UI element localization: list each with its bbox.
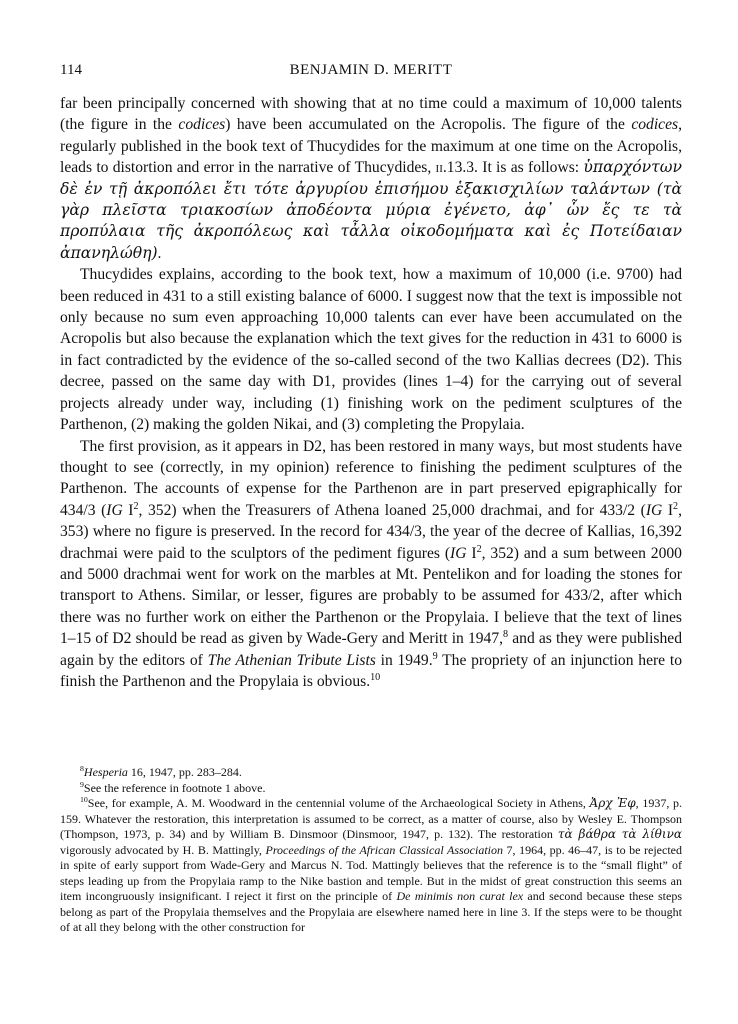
ig-citation: IG — [450, 544, 467, 562]
text-run: I — [662, 501, 674, 519]
text-run: I — [122, 501, 134, 519]
text-run: , 1937, p. 159. Whatever the restoration, this interpretation is assumed to be correct, as a matter of course, also by Wesley E. Thompson (Thompson, 1973, p. 34) and by William B. Dinsmoor (Dinsmoor, 1947, p. 132). The restoration — [60, 796, 682, 841]
text-run: far been principally concerned with showing that at no time could a maximum of 10,000 talents (the figure in the — [60, 95, 682, 134]
footnote-marker[interactable]: 9 — [432, 650, 438, 662]
text-run: ) have been accumulated on the Acropolis. The figure of the — [225, 116, 632, 134]
latin-maxim: De minimis non curat lex — [396, 889, 524, 903]
text-run: and second because these steps belong as part of the Propylaia themselves and the Propylaia are elsewhere named here in line 3. If the steps were to be thought of at all they belong with the other construction for — [60, 889, 683, 934]
journal-title: Hesperia — [83, 765, 128, 779]
text-run: 16, 1947, pp. 283–284. — [127, 765, 242, 779]
ig-citation: IG — [106, 501, 123, 519]
paragraph-3 — [60, 436, 682, 693]
text-run: and as they were published again by the editors of — [60, 630, 682, 669]
text-run: 7, 1964, pp. 46–47, is to be rejected in spite of early support from Wade-Gery and Marcus N. Tod. Mattingly believes that the reference is to the “small flight” of steps leading up from the Propylaia ramp to the Nike bastion and temple. But in the midst of great construction this seems an item incongruously insignificant. I reject it first on the principle of — [60, 842, 682, 903]
page-number: 114 — [60, 62, 82, 78]
greek-abbreviation: Ἀρχ Ἐφ — [589, 796, 636, 810]
journal-title: Proceedings of the African Classical Association — [265, 842, 503, 857]
book-title: The Athenian Tribute Lists — [207, 651, 376, 669]
text-run: It is as follows: — [477, 159, 584, 177]
superscript: 2 — [673, 500, 679, 512]
footnote-number: 8 — [80, 764, 84, 773]
text-run: vigorously advocated by H. B. Mattingly, — [60, 842, 266, 857]
footnote-number: 10 — [80, 795, 88, 804]
superscript: 2 — [476, 543, 482, 555]
text-run: , regularly published in the book text of Thucydides for the maximum at one time on the Acropolis, leads to distortion and error in the narrative of Thucydides, — [60, 116, 682, 177]
superscript: 2 — [133, 500, 139, 512]
text-run: , 352) when the Treasurers of Athena loaned 25,000 drachmai, and for 433/2 ( — [138, 501, 646, 519]
running-head: BENJAMIN D. MERITT — [289, 62, 453, 78]
text-run: See the reference in footnote 1 above. — [83, 780, 266, 795]
ig-citation: IG — [645, 501, 663, 519]
citation-ref: ii.13.3. — [435, 159, 478, 177]
text-run: , 352) and a sum between 2000 and 5000 drachmai went for work on the marbles at Mt. Pentelikon and for loading the stones for transport to Athens. Similar, or lesser, figures are probably to be assumed for 433/2, after which there was no further work on either the Parthenon or the Propylaia. I believe that the text of lines 1–15 of D2 should be read as given by Wade-Gery and Meritt in 1947, — [60, 544, 682, 648]
text-run: The first provision, as it appears in D2, has been restored in many ways, but most students have thought to see (correctly, in my opinion) reference to finishing the pediment sculptures of the Parthenon. The accounts of expense for the Parthenon are in part preserved epigraphically for 434/3 ( — [60, 437, 682, 519]
text-run: The propriety of an injunction here to finish the Parthenon and the Propylaia is obvious. — [60, 651, 682, 690]
paragraph-1 — [60, 93, 682, 264]
footnote-10 — [60, 796, 682, 936]
paragraph-2: Thucydides explains, according to the book text, how a maximum of 10,000 (i.e. 9700) had been reduced in 431 to a still existing balance of 6000. I suggest now that the text is impossible not only because no sum even approaching 10,000 talents can ever have been accumulated on the Acropolis but also because the explanation which the text gives for the reduction in 431 to 6000 is in fact contradicted by the evidence of the so-called second of the two Kallias decrees (D2). This decree, passed on the same day with D1, provides (lines 1–4) for the carrying out of several projects already under way, including (1) finishing work on the pediment sculptures of the Parthenon, (2) making the golden Nikai, and (3) completing the Propylaia. — [60, 266, 682, 434]
text-run: I — [466, 544, 477, 562]
greek-phrase: τὰ βάθρα τὰ λίθινα — [557, 827, 682, 841]
page-header — [60, 62, 682, 82]
footnote-9 — [60, 781, 682, 797]
footnote-8 — [60, 765, 682, 781]
footnote-marker[interactable]: 10 — [370, 671, 381, 683]
text-run: in 1949. — [375, 651, 433, 669]
text-run: . — [157, 244, 162, 262]
footnote-number: 9 — [80, 779, 84, 789]
greek-quotation: ὑπαρχόντων δὲ ἐν τῇ ἀκροπόλει ἔτι τότε ἀργυρίου ἐπισήμου ἑξακισχιλίων ταλάντων (τὰ γὰρ πλεῖστα τριακοσίων ἀποδέοντα μύρια ἐγένετο, ἀφ᾽ ὧν ἔς τε τὰ προπύλαια τῆς ἀκροπόλεως καὶ τἆλλα οἰκοδομήματα καὶ ἐς Ποτείδαιαν ἀπανηλώθη) — [60, 158, 682, 262]
text-run: See, for example, A. M. Woodward in the centennial volume of the Archaeological Society in Athens, — [87, 796, 590, 810]
footnotes — [60, 765, 682, 936]
italic-term: codices — [178, 116, 226, 134]
italic-term: codices — [631, 116, 679, 134]
text-run: , 353) where no figure is preserved. In the record for 434/3, the year of the decree of Kallias, 16,392 drachmai were paid to the sculptors of the pediment figures ( — [60, 501, 683, 562]
main-text — [60, 93, 682, 692]
footnote-marker[interactable]: 8 — [503, 628, 509, 640]
